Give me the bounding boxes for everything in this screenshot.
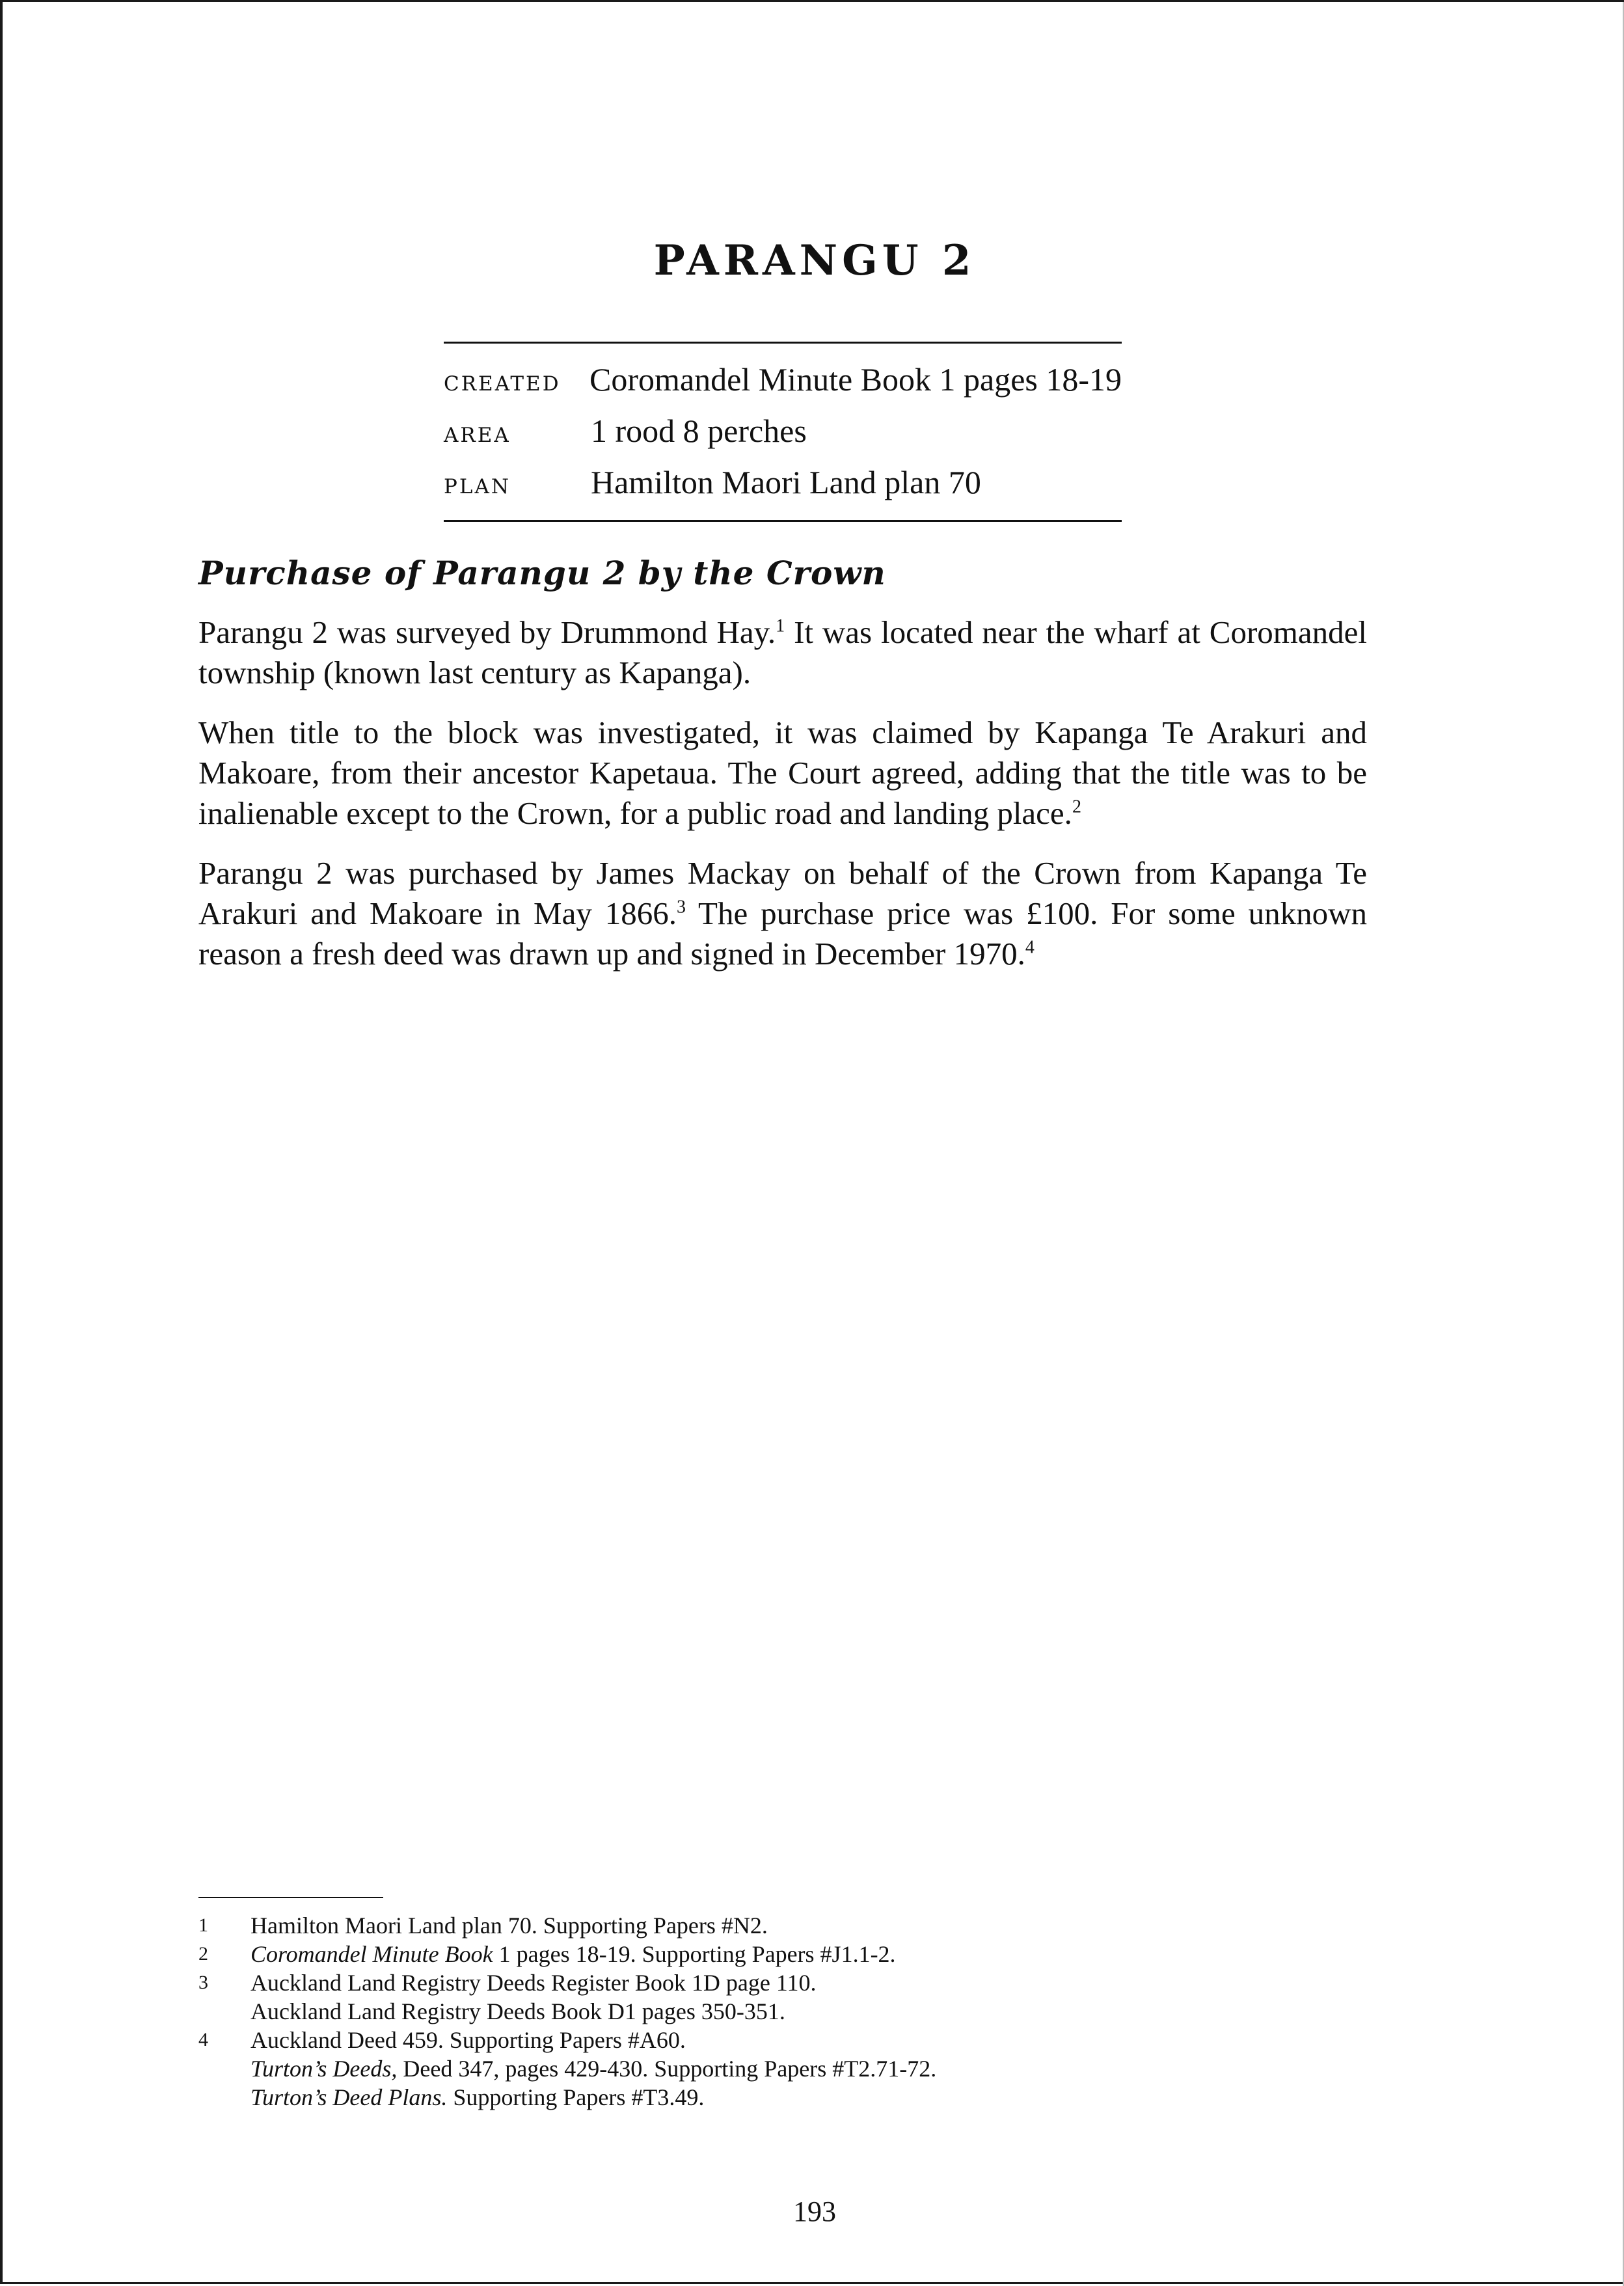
footnote-line [250, 2054, 1370, 2083]
footnote-reference: 3 [677, 897, 686, 918]
footnote-line-text: Supporting Papers #T3.49. [447, 2084, 705, 2110]
footnote-italic: Turton’s Deed Plans. [250, 2084, 448, 2110]
footnote-number: 3 [198, 1972, 208, 1993]
footnote-italic: Turton’s Deeds, [250, 2056, 398, 2082]
footnote-line [250, 2083, 1370, 2112]
footnote-line: Auckland Land Registry Deeds Register Book 1D page 110. [250, 1970, 817, 1996]
paragraph [198, 853, 1367, 974]
footnote-text [250, 1911, 1370, 1940]
footnote-line [250, 1940, 1370, 1968]
footnote-line-text: 1 pages 18-19. Supporting Papers #J1.1-2. [493, 1941, 896, 1967]
footnote [198, 1968, 1370, 2026]
metadata-label: PLAN [444, 475, 511, 498]
footnote-reference: 4 [1025, 937, 1035, 958]
footnote-line-text: Deed 347, pages 429-430. Supporting Papers #T2.71-72. [397, 2056, 937, 2082]
footnote-italic: Coromandel Minute Book [250, 1941, 493, 1967]
footnote-reference: 2 [1072, 796, 1081, 817]
footnotes [198, 1911, 1370, 2112]
footnote-line: Auckland Deed 459. Supporting Papers #A60. [250, 2027, 686, 2053]
footnote [198, 2026, 1370, 2112]
page-number: 193 [793, 2196, 836, 2227]
paragraph-text: The purchase price was £100. For some unknown reason a fresh deed was drawn up and signed in December 1970. [198, 895, 1367, 972]
footnote-text [250, 1940, 1370, 1968]
paragraph [198, 713, 1367, 834]
footnote [198, 1940, 1370, 1968]
metadata-value: Hamilton Maori Land plan 70 [591, 464, 981, 500]
footnote [198, 1911, 1370, 1940]
footnote-divider [198, 1897, 383, 1898]
paragraph-text: Parangu 2 was surveyed by Drummond Hay. [198, 614, 776, 650]
footnote-number: 2 [198, 1943, 208, 1965]
section-heading: Purchase of Parangu 2 by the Crown [198, 554, 886, 592]
paragraph-text: When title to the block was investigated, it was claimed by Kapanga Te Arakuri and Makoare, from their ancestor Kapetaua. The Court agreed, adding that the title was to be inalienable except to the Crown, for a public road and landing place. [198, 714, 1367, 831]
paragraph [198, 612, 1367, 693]
metadata-row-plan [444, 457, 1122, 508]
page-title: PARANGU 2 [653, 236, 976, 285]
footnote-line: Auckland Land Registry Deeds Book D1 pages 350-351. [250, 1998, 785, 2024]
metadata-row-area [444, 405, 1122, 457]
metadata-label: CREATED [444, 372, 561, 396]
paragraph-text: Parangu 2 was purchased by James Mackay on behalf of the Crown from Kapanga Te Arakuri and Makoare in May 1866. [198, 855, 1367, 931]
footnote-line: Hamilton Maori Land plan 70. Supporting Papers #N2. [250, 1912, 768, 1939]
body-text [198, 612, 1367, 994]
metadata-value: Coromandel Minute Book 1 pages 18-19 [589, 361, 1122, 398]
paragraph-text: It was located near the wharf at Coromandel township (known last century as Kapanga). [198, 614, 1367, 690]
footnote-reference: 1 [776, 616, 785, 636]
footnote-text [250, 2026, 1370, 2112]
footnote-text [250, 1968, 1370, 2026]
metadata-value: 1 rood 8 perches [591, 413, 807, 449]
footnote-number: 4 [198, 2029, 208, 2050]
metadata-table [444, 342, 1122, 522]
metadata-row-created [444, 354, 1122, 405]
metadata-label: AREA [444, 424, 511, 447]
footnote-number: 1 [198, 1914, 208, 1936]
